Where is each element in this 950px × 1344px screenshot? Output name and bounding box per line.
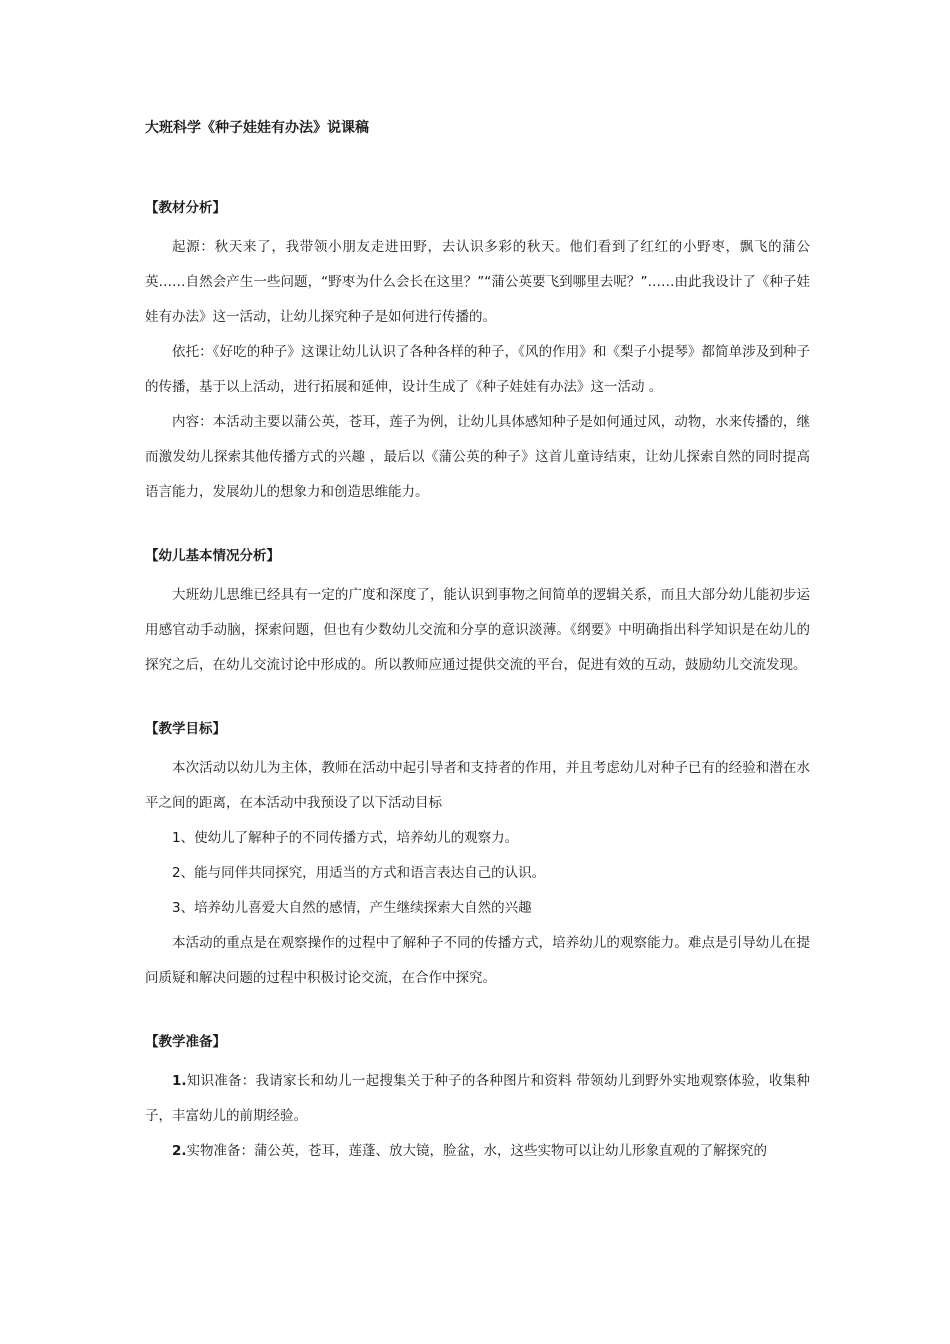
heading-children-analysis: 【幼儿基本情况分析】 bbox=[145, 548, 280, 564]
goal-item-2: 2、能与同伴共同探究，用适当的方式和语言表达自己的认识。 bbox=[172, 865, 546, 881]
prep-text-1: 知识准备：我请家长和幼儿一起搜集关于种子的各种图片和资料 带领幼儿到野外实地观察体验，收集种子，丰富幼儿的前期经验。 bbox=[145, 1073, 810, 1124]
paragraph-content: 内容：本活动主要以蒲公英，苍耳，莲子为例，让幼儿具体感知种子是如何通过风，动物，水来传播的，继而激发幼儿探索其他传播方式的兴趣 ，最后以《蒲公英的种子》这首儿童诗结束，让幼儿探索自然的同时提高语言能力，发展幼儿的想象力和创造思维能力。 bbox=[145, 414, 810, 500]
heading-teaching-prep: 【教学准备】 bbox=[145, 1034, 226, 1050]
document-title: 大班科学《种子娃娃有办法》说课稿 bbox=[145, 120, 369, 136]
paragraph-material-prep bbox=[145, 1134, 810, 1169]
goal-item-1: 1、使幼儿了解种子的不同传播方式，培养幼儿的观察力。 bbox=[172, 830, 519, 846]
paragraph-children: 大班幼儿思维已经具有一定的广度和深度了，能认识到事物之间简单的逻辑关系，而且大部分幼儿能初步运用感官动手动脑，探索问题，但也有少数幼儿交流和分享的意识淡薄。《纲要》中明确指出科学知识是在幼儿的探究之后，在幼儿交流讨论中形成的。所以教师应通过提供交流的平台，促进有效的互动，鼓励幼儿交流发现。 bbox=[145, 587, 810, 673]
paragraph-basis: 依托：《好吃的种子》这课让幼儿认识了各种各样的种子，《风的作用》和《梨子小提琴》都简单涉及到种子的传播，基于以上活动，进行拓展和延伸，设计生成了《种子娃娃有办法》这一活动 。 bbox=[145, 344, 810, 395]
paragraph-focus: 本活动的重点是在观察操作的过程中了解种子不同的传播方式，培养幼儿的观察能力。难点是引导幼儿在提问质疑和解决问题的过程中积极讨论交流，在合作中探究。 bbox=[145, 935, 810, 986]
prep-number-1: 1. bbox=[172, 1073, 187, 1089]
heading-materials-analysis: 【教材分析】 bbox=[145, 200, 226, 216]
prep-number-2: 2. bbox=[172, 1143, 187, 1159]
paragraph-goals-intro: 本次活动以幼儿为主体，教师在活动中起引导者和支持者的作用，并且考虑幼儿对种子已有的经验和潜在水平之间的距离，在本活动中我预设了以下活动目标 bbox=[145, 760, 810, 811]
paragraph-knowledge-prep bbox=[145, 1064, 810, 1134]
prep-text-2: 实物准备：蒲公英，苍耳，莲蓬、放大镜，脸盆，水，这些实物可以让幼儿形象直观的了解探究的 bbox=[186, 1143, 768, 1159]
document-page bbox=[145, 118, 810, 1169]
paragraph-origin: 起源：秋天来了，我带领小朋友走进田野，去认识多彩的秋天。他们看到了红红的小野枣，飘飞的蒲公英……自然会产生一些问题，“野枣为什么会长在这里？”“蒲公英要飞到哪里去呢？”……由此我设计了《种子娃娃有办法》这一活动，让幼儿探究种子是如何进行传播的。 bbox=[145, 239, 810, 325]
heading-teaching-goals: 【教学目标】 bbox=[145, 721, 226, 737]
goal-item-3: 3、培养幼儿喜爱大自然的感情，产生继续探索大自然的兴趣 bbox=[172, 900, 532, 916]
